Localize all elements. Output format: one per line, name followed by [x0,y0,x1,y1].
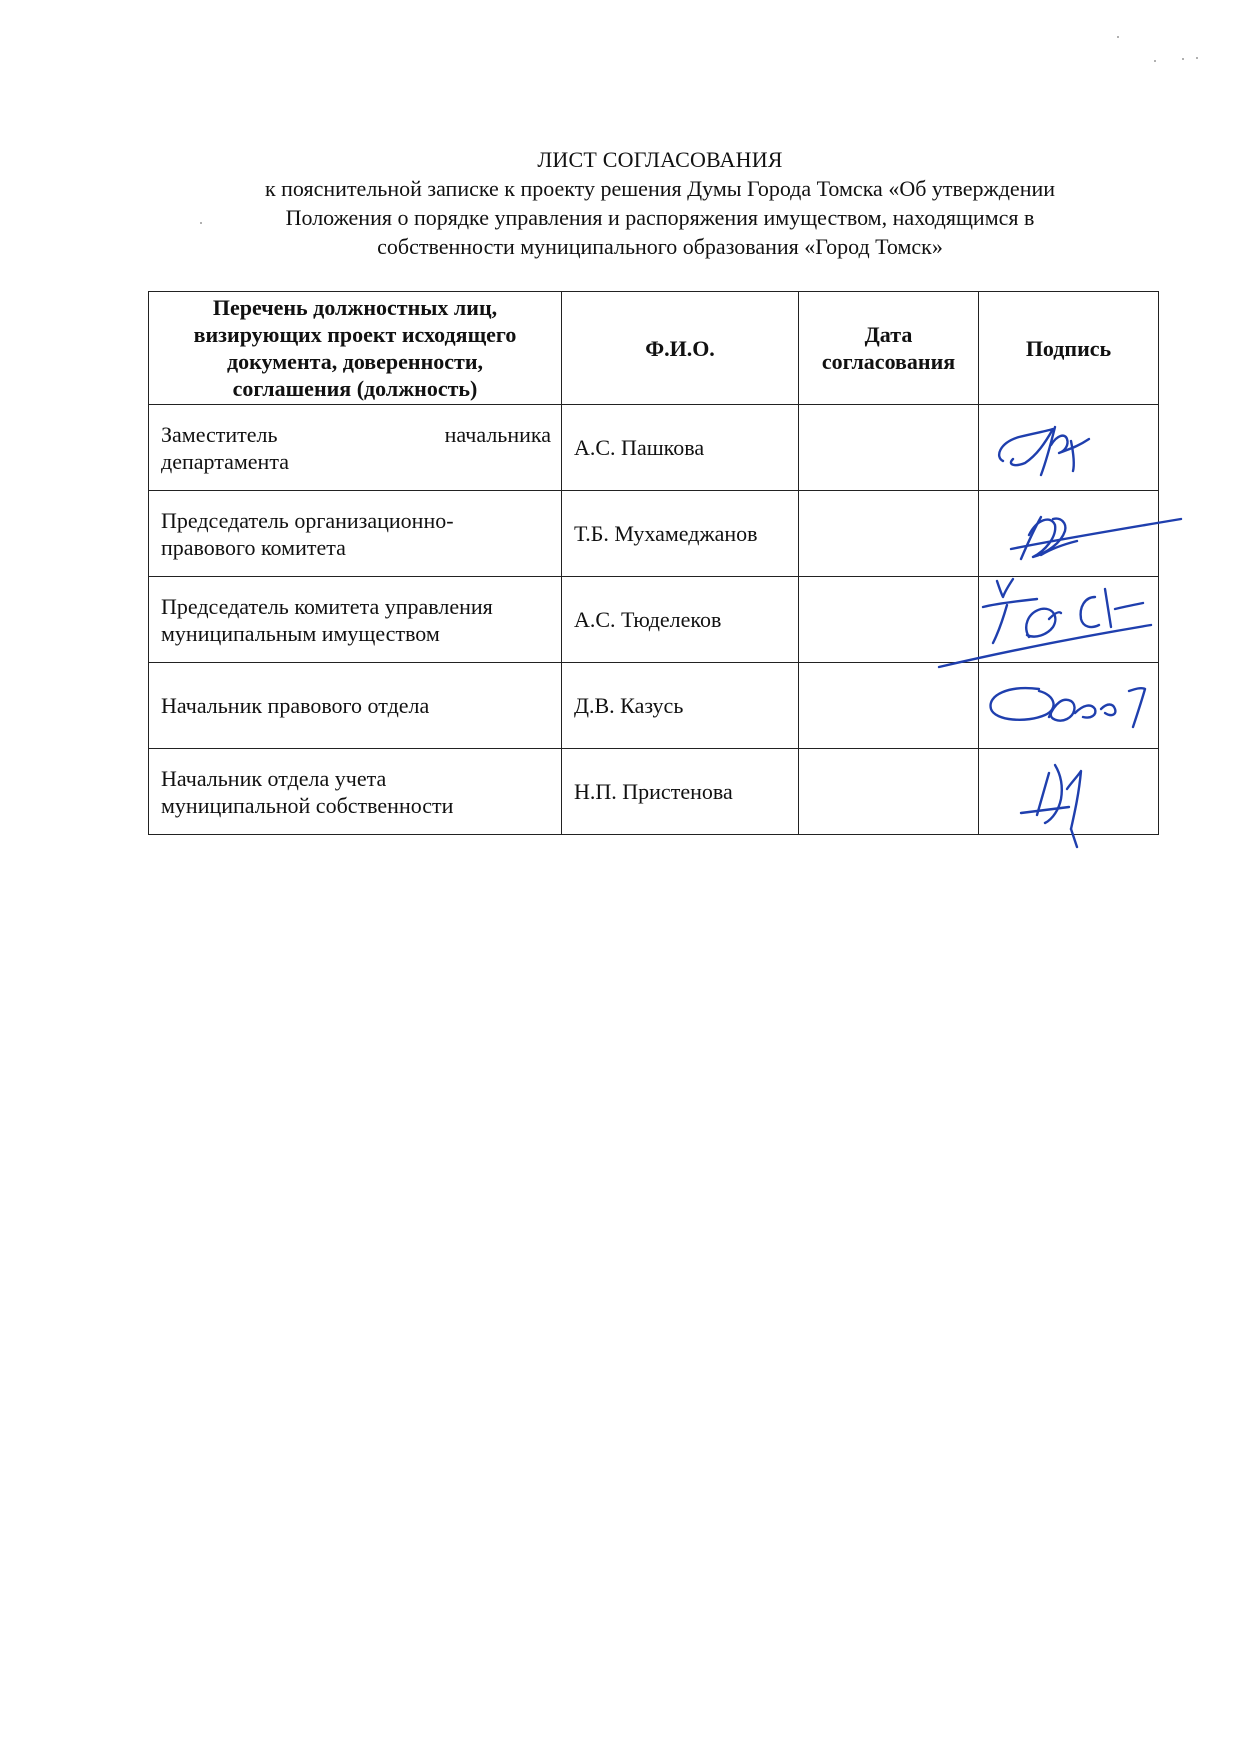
header-signature: Подпись [979,292,1159,405]
header-date: Дата согласования [799,292,979,405]
signature-cell [979,663,1159,749]
fio-cell: Д.В. Казусь [562,663,799,749]
position-cell: Начальник правового отдела [149,663,562,749]
document-title: ЛИСТ СОГЛАСОВАНИЯ [537,147,783,172]
table-row [149,577,1159,663]
table-row [149,663,1159,749]
position-line: департамента [161,448,289,474]
scan-speck [1154,60,1156,62]
handwritten-signature [985,409,1095,489]
fio-cell: Н.П. Пристенова [562,749,799,835]
date-cell [799,491,979,577]
signature-cell [979,749,1159,835]
table-row [149,749,1159,835]
table-row [149,491,1159,577]
scan-speck [1117,36,1119,38]
handwritten-signature [979,669,1159,744]
date-cell [799,749,979,835]
fio-cell: А.С. Тюделеков [562,577,799,663]
table-row [149,405,1159,491]
header-fio: Ф.И.О. [562,292,799,405]
position-cell [149,405,562,491]
signature-cell [979,491,1159,577]
handwritten-signature [1009,753,1119,853]
handwritten-signature [981,489,1191,589]
subtitle-line: Положения о порядке управления и распоряжения имуществом, находящимся в [285,205,1035,230]
position-cell: Председатель комитета управления муниципальным имуществом [149,577,562,663]
scan-speck [200,222,202,224]
document-header [180,145,1140,261]
position-word: Заместитель [161,421,278,447]
fio-cell: Т.Б. Мухамеджанов [562,491,799,577]
date-cell [799,577,979,663]
position-cell: Начальник отдела учета муниципальной собственности [149,749,562,835]
approval-table [148,291,1159,835]
scan-speck [1182,58,1184,60]
subtitle-line: к пояснительной записке к проекту решения Думы Города Томска «Об утверждении [264,176,1056,201]
position-cell: Председатель организационно- правового комитета [149,491,562,577]
scan-speck [1196,57,1198,59]
table-header-row [149,292,1159,405]
signature-cell [979,405,1159,491]
fio-cell: А.С. Пашкова [562,405,799,491]
document-subtitle [180,174,1140,261]
signature-cell [979,577,1159,663]
position-word: начальника [444,421,551,447]
date-cell [799,663,979,749]
subtitle-line: собственности муниципального образования «Город Томск» [377,234,943,259]
date-cell [799,405,979,491]
header-position: Перечень должностных лиц, визирующих проект исходящего документа, доверенности, соглашения (должность) [149,292,562,405]
